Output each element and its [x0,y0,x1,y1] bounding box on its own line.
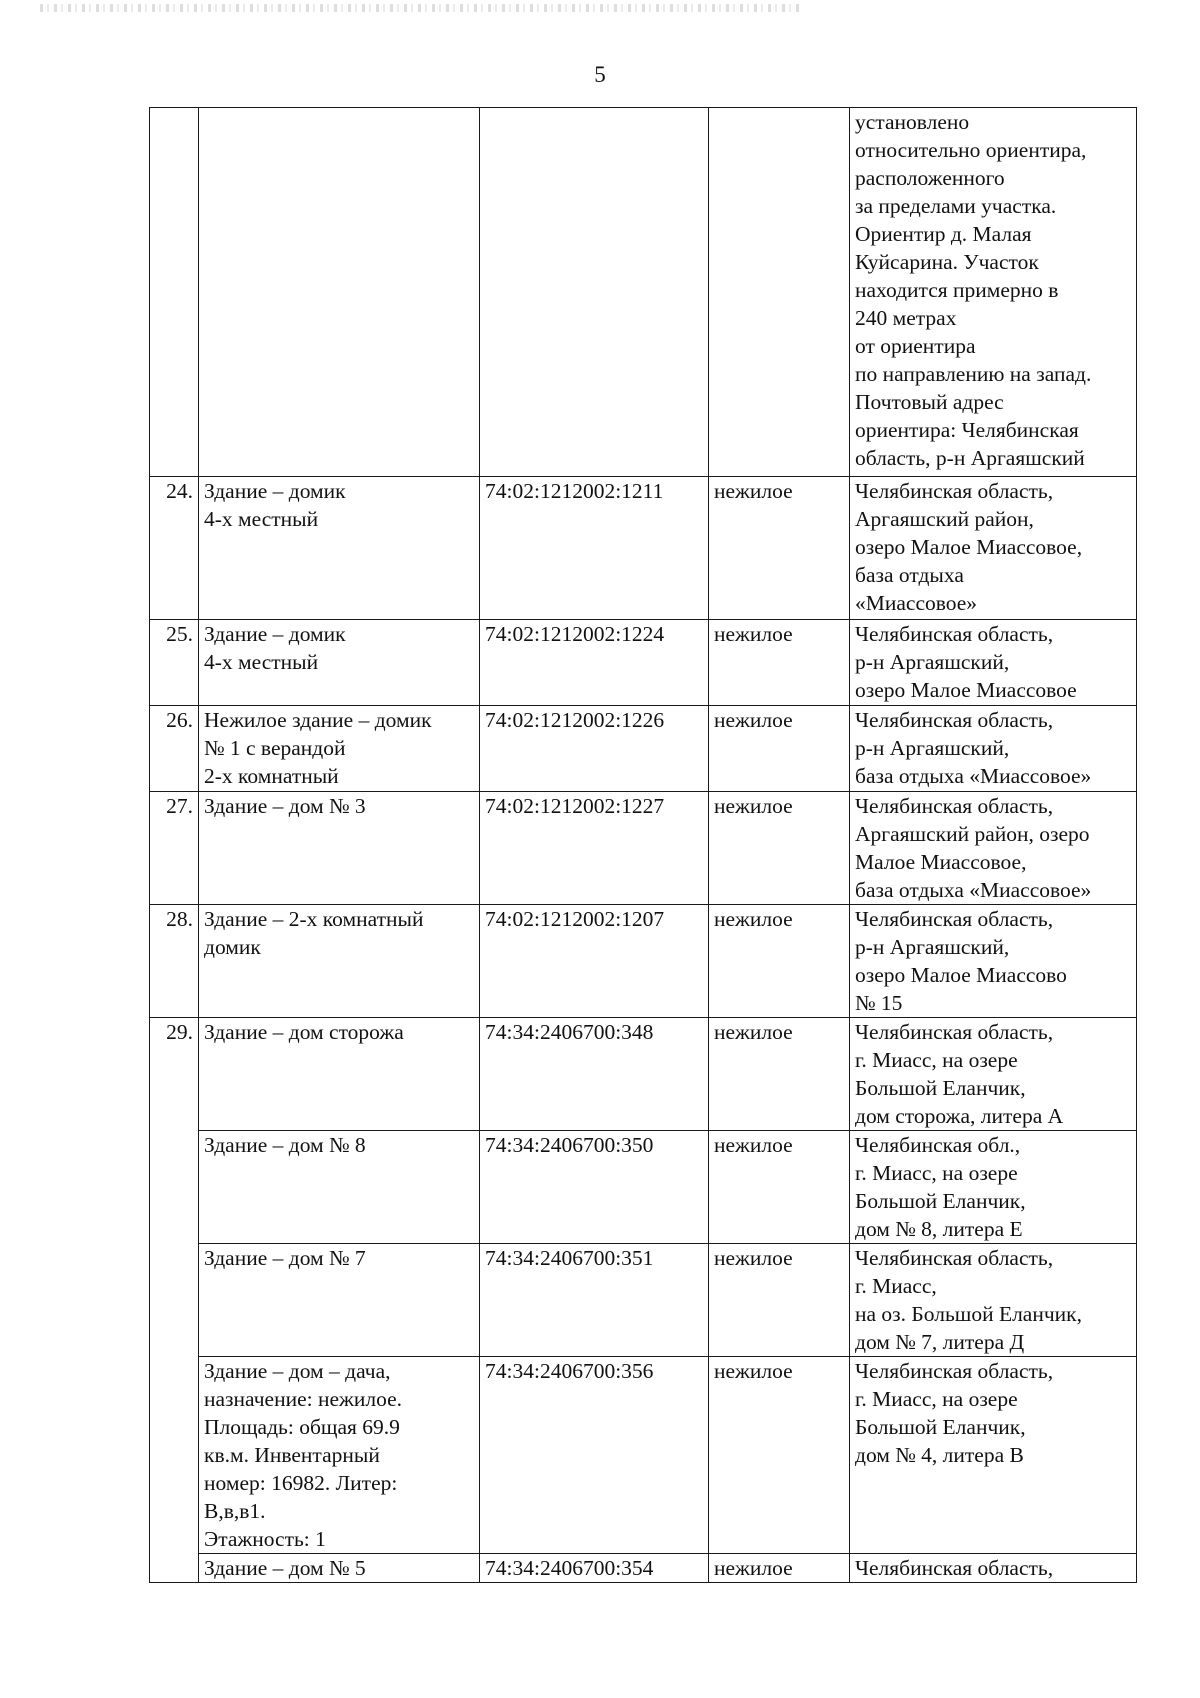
object-address: Челябинская обл., г. Миасс, на озере Большой Еланчик, дом № 8, литера Е [850,1131,1137,1244]
object-type: нежилое [709,620,850,706]
row-number: 28. [150,905,199,1018]
object-type: нежилое [709,792,850,905]
object-type: нежилое [709,706,850,792]
object-address: Челябинская область, р-н Аргаяшский, база отдыха «Миассовое» [850,706,1137,792]
table-row [150,905,1137,1018]
table-row [150,1018,1137,1131]
table-row [150,108,1137,477]
cadastral-number: 74:02:1212002:1224 [480,620,709,706]
cadastral-number: 74:02:1212002:1207 [480,905,709,1018]
object-address: установлено относительно ориентира, расположенного за пределами участка. Ориентир д. Малая Куйсарина. Участок находится примерно в 240 метрах от ориентира по направлению на запад. Почтовый адрес ориентира: Челябинская область, р-н Аргаяшский [850,108,1137,477]
row-number: 29. [150,1018,199,1583]
table-row [150,620,1137,706]
object-address: Челябинская область, Аргаяшский район, озеро Малое Миассовое, база отдыха «Миассовое» [850,792,1137,905]
page-number: 5 [594,62,606,87]
row-number: 26. [150,706,199,792]
object-type [709,108,850,477]
object-type: нежилое [709,1244,850,1357]
table-row [150,1357,1137,1554]
object-address: Челябинская область, р-н Аргаяшский, озеро Малое Миассовое [850,620,1137,706]
table-row [150,1554,1137,1583]
cadastral-number [480,108,709,477]
cadastral-number: 74:34:2406700:354 [480,1554,709,1583]
property-table [149,107,1137,1583]
row-number: 24. [150,477,199,620]
object-type: нежилое [709,477,850,620]
object-name: Здание – дом № 7 [199,1244,480,1357]
object-name: Нежилое здание – домик № 1 с верандой 2-х комнатный [199,706,480,792]
table-row [150,792,1137,905]
cadastral-number: 74:34:2406700:348 [480,1018,709,1131]
table-row [150,1131,1137,1244]
cadastral-number: 74:02:1212002:1227 [480,792,709,905]
object-name: Здание – дом № 3 [199,792,480,905]
row-number: 27. [150,792,199,905]
object-type: нежилое [709,1018,850,1131]
scan-artifact [40,4,800,12]
object-address: Челябинская область, р-н Аргаяшский, озеро Малое Миассово № 15 [850,905,1137,1018]
cadastral-number: 74:34:2406700:350 [480,1131,709,1244]
object-name: Здание – домик 4-х местный [199,477,480,620]
object-address: Челябинская область, Аргаяшский район, озеро Малое Миассовое, база отдыха «Миассовое» [850,477,1137,620]
object-name [199,108,480,477]
table-row [150,477,1137,620]
cadastral-number: 74:02:1212002:1226 [480,706,709,792]
object-type: нежилое [709,1554,850,1583]
cadastral-number: 74:34:2406700:351 [480,1244,709,1357]
object-name: Здание – 2-х комнатный домик [199,905,480,1018]
row-number [150,108,199,477]
object-name: Здание – дом – дача, назначение: нежилое. Площадь: общая 69.9 кв.м. Инвентарный номер: 16982. Литер: В,в,в1. Этажность: 1 [199,1357,480,1554]
row-number: 25. [150,620,199,706]
object-address: Челябинская область, г. Миасс, на оз. Большой Еланчик, дом № 7, литера Д [850,1244,1137,1357]
table-row [150,1244,1137,1357]
object-address: Челябинская область, г. Миасс, на озере Большой Еланчик, дом сторожа, литера А [850,1018,1137,1131]
object-name: Здание – дом № 8 [199,1131,480,1244]
cadastral-number: 74:34:2406700:356 [480,1357,709,1554]
object-type: нежилое [709,905,850,1018]
table-row [150,706,1137,792]
object-name: Здание – дом № 5 [199,1554,480,1583]
object-type: нежилое [709,1131,850,1244]
object-address: Челябинская область, [850,1554,1137,1583]
object-type: нежилое [709,1357,850,1554]
cadastral-number: 74:02:1212002:1211 [480,477,709,620]
object-name: Здание – домик 4-х местный [199,620,480,706]
object-name: Здание – дом сторожа [199,1018,480,1131]
object-address: Челябинская область, г. Миасс, на озере Большой Еланчик, дом № 4, литера В [850,1357,1137,1554]
